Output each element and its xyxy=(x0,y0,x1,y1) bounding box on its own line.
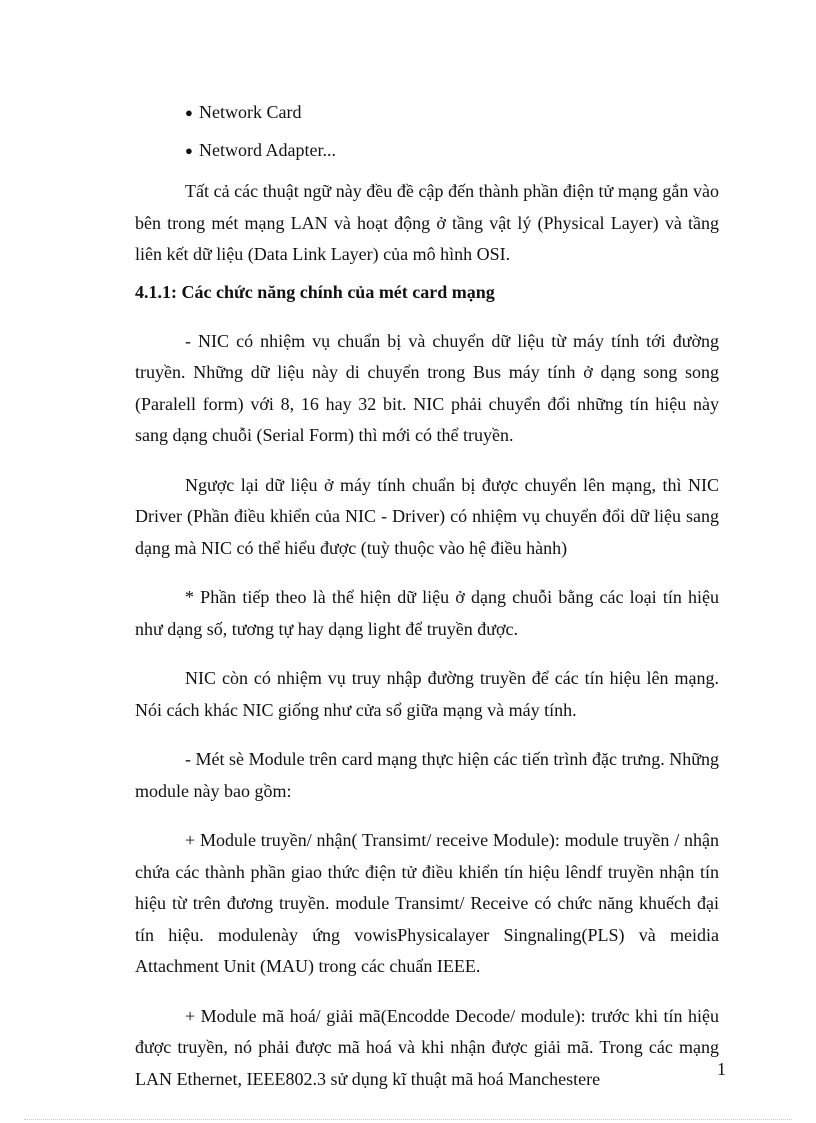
body-paragraph: - Mét sè Module trên card mạng thực hiện các tiến trình đặc trưng. Những module này bao gồm: xyxy=(135,749,719,801)
bullet-text: Network Card xyxy=(199,102,302,122)
body-paragraph: * Phần tiếp theo là thể hiện dữ liệu ở dạng chuỗi bằng các loại tín hiệu như dạng số, tương tự hay dạng light để truyền được. xyxy=(135,587,719,639)
page-bottom-edge xyxy=(24,1119,792,1120)
bullet-item xyxy=(135,98,719,136)
body-paragraph: + Module mã hoá/ giải mã(Encodde Decode/ module): trước khi tín hiệu được truyền, nó phải được mã hoá và khi nhận được giải mã. Trong các mạng LAN Ethernet, IEEE802.3 sử dụng kĩ thuật mã hoá Manchestere xyxy=(135,1005,719,1089)
body-paragraph: - NIC có nhiệm vụ chuẩn bị và chuyển dữ liệu từ máy tính tới đường truyền. Những dữ liệu này di chuyển trong Bus máy tính ở dạng song song (Paralell form) với 8, 16 hay 32 bit. NIC phải chuyển đổi những tín hiệu này sang dạng chuỗi (Serial Form) thì mới có thể truyền. xyxy=(135,330,719,445)
body-paragraph: Ngược lại dữ liệu ở máy tính chuẩn bị được chuyển lên mạng, thì NIC Driver (Phần điều khiển của NIC - Driver) có nhiệm vụ chuyển đổi dữ liệu sang dạng mà NIC có thể hiểu được (tuỳ thuộc vào hệ điều hành) xyxy=(135,474,719,558)
page-number: 1 xyxy=(717,1059,726,1079)
intro-paragraph: Tất cả các thuật ngữ này đều đề cập đến thành phần điện tử mạng gắn vào bên trong mét mạng LAN và hoạt động ở tầng vật lý (Physical Layer) và tầng liên kết dữ liệu (Data Link Layer) của mô hình OSI. xyxy=(135,181,719,264)
section-heading: 4.1.1: Các chức năng chính của mét card mạng xyxy=(135,281,495,302)
page-content xyxy=(135,98,719,1101)
body-paragraph: + Module truyền/ nhận( Transimt/ receive Module): module truyền / nhận chứa các thành phần giao thức điện tử điều khiển tín hiệu lêndf truyền nhận tín hiệu từ trên đương truyền. module Transimt/ Receive có chức năng khuếch đại tín hiệu. modulenày ứng vowisPhysicalayer Singnaling(PLS) và meidia Attachment Unit (MAU) trong các chuẩn IEEE. xyxy=(135,830,719,976)
body-paragraph: NIC còn có nhiệm vụ truy nhập đường truyền để các tín hiệu lên mạng. Nói cách khác NIC giống như cửa sổ giữa mạng và máy tính. xyxy=(135,668,719,720)
bullet-text: Netword Adapter... xyxy=(199,140,336,160)
bullet-dot: ● xyxy=(185,105,193,120)
bullet-dot: ● xyxy=(185,143,193,158)
bullet-item xyxy=(135,136,719,174)
